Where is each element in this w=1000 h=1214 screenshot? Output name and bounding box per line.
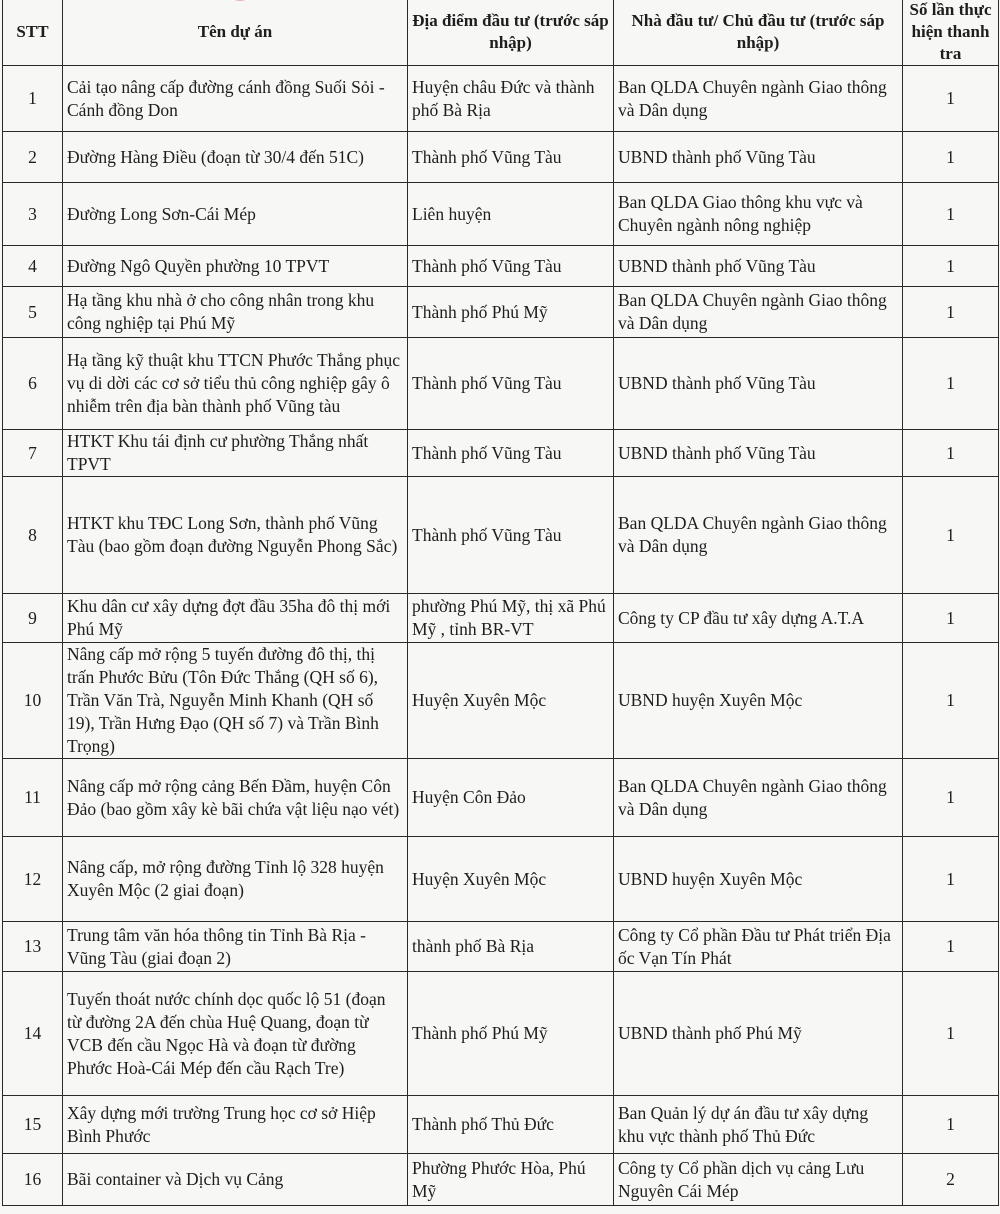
row-stt: 5: [3, 287, 63, 338]
row-investor: UBND thành phố Phú Mỹ: [614, 972, 903, 1096]
row-location: Huyện Xuyên Mộc: [408, 837, 614, 922]
row-inspection-count: 1: [903, 287, 999, 338]
row-inspection-count: 1: [903, 477, 999, 594]
row-project-name: Tuyến thoát nước chính dọc quốc lộ 51 (đoạn từ đường 2A đến chùa Huệ Quang, đoạn từ VCB đến cầu Ngọc Hà và đoạn từ đường Phước Hoà-Cái Mép đến cầu Rạch Tre): [63, 972, 408, 1096]
inspection-project-table: [2, 0, 999, 1206]
row-investor: Công ty Cổ phần dịch vụ cảng Lưu Nguyên Cái Mép: [614, 1154, 903, 1206]
row-investor: UBND thành phố Vũng Tàu: [614, 132, 903, 183]
row-inspection-count: 1: [903, 430, 999, 477]
row-investor: Ban QLDA Chuyên ngành Giao thông và Dân dụng: [614, 287, 903, 338]
row-inspection-count: 1: [903, 837, 999, 922]
row-stt: 12: [3, 837, 63, 922]
row-stt: 15: [3, 1096, 63, 1154]
row-location: Huyện Côn Đảo: [408, 759, 614, 837]
row-project-name: Cải tạo nâng cấp đường cánh đồng Suối Sỏi - Cánh đồng Don: [63, 66, 408, 132]
row-location: Thành phố Vũng Tàu: [408, 338, 614, 430]
row-project-name: HTKT Khu tái định cư phường Thắng nhất TPVT: [63, 430, 408, 477]
table-row: [3, 477, 999, 594]
row-stt: 1: [3, 66, 63, 132]
row-inspection-count: 1: [903, 922, 999, 972]
row-project-name: Nâng cấp, mở rộng đường Tỉnh lộ 328 huyện Xuyên Mộc (2 giai đoạn): [63, 837, 408, 922]
row-stt: 10: [3, 643, 63, 759]
row-project-name: Đường Long Sơn-Cái Mép: [63, 183, 408, 246]
row-inspection-count: 1: [903, 66, 999, 132]
row-location: Thành phố Thủ Đức: [408, 1096, 614, 1154]
table-row: [3, 837, 999, 922]
row-location: Huyện Xuyên Mộc: [408, 643, 614, 759]
row-location: Thành phố Vũng Tàu: [408, 430, 614, 477]
header-stt: STT: [3, 0, 63, 66]
row-investor: Ban QLDA Chuyên ngành Giao thông và Dân dụng: [614, 759, 903, 837]
row-project-name: HTKT khu TĐC Long Sơn, thành phố Vũng Tàu (bao gồm đoạn đường Nguyễn Phong Sắc): [63, 477, 408, 594]
row-location: Thành phố Vũng Tàu: [408, 246, 614, 287]
row-stt: 14: [3, 972, 63, 1096]
row-project-name: Đường Hàng Điều (đoạn từ 30/4 đến 51C): [63, 132, 408, 183]
row-project-name: Trung tâm văn hóa thông tin Tỉnh Bà Rịa - Vũng Tàu (giai đoạn 2): [63, 922, 408, 972]
table-row: [3, 132, 999, 183]
row-location: Phường Phước Hòa, Phú Mỹ: [408, 1154, 614, 1206]
header-project-name: Tên dự án: [63, 0, 408, 66]
table-row: [3, 643, 999, 759]
row-investor: UBND thành phố Vũng Tàu: [614, 430, 903, 477]
row-inspection-count: 1: [903, 643, 999, 759]
row-location: thành phố Bà Rịa: [408, 922, 614, 972]
row-investor: Công ty Cổ phần Đầu tư Phát triển Địa ốc Vạn Tín Phát: [614, 922, 903, 972]
table-row: [3, 759, 999, 837]
row-stt: 16: [3, 1154, 63, 1206]
table-header-row: [3, 0, 999, 66]
row-investor: UBND huyện Xuyên Mộc: [614, 643, 903, 759]
row-investor: Ban QLDA Chuyên ngành Giao thông và Dân dụng: [614, 66, 903, 132]
row-location: Thành phố Vũng Tàu: [408, 132, 614, 183]
row-project-name: Nâng cấp mở rộng cảng Bến Đầm, huyện Côn Đảo (bao gồm xây kè bãi chứa vật liệu nạo vét): [63, 759, 408, 837]
row-inspection-count: 1: [903, 132, 999, 183]
row-project-name: Đường Ngô Quyền phường 10 TPVT: [63, 246, 408, 287]
row-project-name: Nâng cấp mở rộng 5 tuyến đường đô thị, thị trấn Phước Bửu (Tôn Đức Thắng (QH số 6), Trần Văn Trà, Nguyễn Minh Khanh (QH số 19), Trần Hưng Đạo (QH số 7) và Trần Bình Trọng): [63, 643, 408, 759]
row-investor: Ban QLDA Giao thông khu vực và Chuyên ngành nông nghiệp: [614, 183, 903, 246]
row-investor: Ban Quản lý dự án đầu tư xây dựng khu vực thành phố Thủ Đức: [614, 1096, 903, 1154]
row-stt: 2: [3, 132, 63, 183]
table-row: [3, 594, 999, 643]
row-investor: UBND thành phố Vũng Tàu: [614, 246, 903, 287]
row-project-name: Xây dựng mới trường Trung học cơ sở Hiệp Bình Phước: [63, 1096, 408, 1154]
row-project-name: Hạ tầng khu nhà ở cho công nhân trong khu công nghiệp tại Phú Mỹ: [63, 287, 408, 338]
row-location: Huyện châu Đức và thành phố Bà Rịa: [408, 66, 614, 132]
row-location: Thành phố Phú Mỹ: [408, 287, 614, 338]
row-stt: 9: [3, 594, 63, 643]
table-row: [3, 66, 999, 132]
row-investor: Công ty CP đầu tư xây dựng A.T.A: [614, 594, 903, 643]
table-row: [3, 287, 999, 338]
row-stt: 8: [3, 477, 63, 594]
row-location: Liên huyện: [408, 183, 614, 246]
row-inspection-count: 1: [903, 1096, 999, 1154]
row-investor: Ban QLDA Chuyên ngành Giao thông và Dân dụng: [614, 477, 903, 594]
table-body: [3, 66, 999, 1206]
row-inspection-count: 1: [903, 246, 999, 287]
header-investor: Nhà đầu tư/ Chủ đầu tư (trước sáp nhập): [614, 0, 903, 66]
table-row: [3, 183, 999, 246]
table-row: [3, 1154, 999, 1206]
table-row: [3, 1096, 999, 1154]
table-row: [3, 922, 999, 972]
row-location: Thành phố Vũng Tàu: [408, 477, 614, 594]
header-location: Địa điểm đầu tư (trước sáp nhập): [408, 0, 614, 66]
row-project-name: Hạ tầng kỹ thuật khu TTCN Phước Thắng phục vụ di dời các cơ sở tiểu thủ công nghiệp gây ô nhiễm trên địa bàn thành phố Vũng tàu: [63, 338, 408, 430]
row-stt: 4: [3, 246, 63, 287]
header-inspection-count: Số lần thực hiện thanh tra: [903, 0, 999, 66]
row-location: Thành phố Phú Mỹ: [408, 972, 614, 1096]
row-stt: 3: [3, 183, 63, 246]
table-row: [3, 246, 999, 287]
row-project-name: Khu dân cư xây dựng đợt đầu 35ha đô thị mới Phú Mỹ: [63, 594, 408, 643]
row-inspection-count: 2: [903, 1154, 999, 1206]
row-investor: UBND thành phố Vũng Tàu: [614, 338, 903, 430]
table-row: [3, 430, 999, 477]
row-stt: 6: [3, 338, 63, 430]
table-row: [3, 338, 999, 430]
row-location: phường Phú Mỹ, thị xã Phú Mỹ , tỉnh BR-VT: [408, 594, 614, 643]
row-stt: 7: [3, 430, 63, 477]
row-inspection-count: 1: [903, 594, 999, 643]
row-inspection-count: 1: [903, 972, 999, 1096]
row-inspection-count: 1: [903, 338, 999, 430]
row-inspection-count: 1: [903, 759, 999, 837]
table-row: [3, 972, 999, 1096]
row-inspection-count: 1: [903, 183, 999, 246]
row-project-name: Bãi container và Dịch vụ Cảng: [63, 1154, 408, 1206]
row-stt: 11: [3, 759, 63, 837]
row-investor: UBND huyện Xuyên Mộc: [614, 837, 903, 922]
row-stt: 13: [3, 922, 63, 972]
